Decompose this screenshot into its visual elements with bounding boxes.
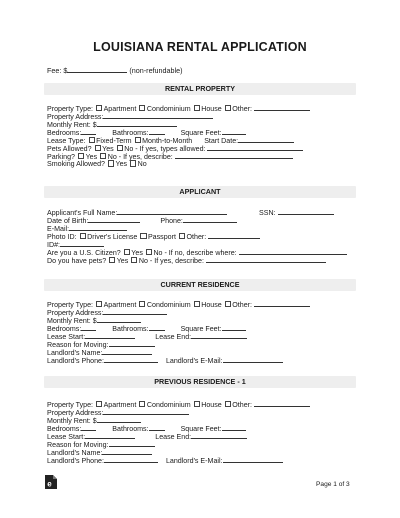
prev-reason-row bbox=[47, 440, 359, 448]
cur-lease-start-label: Lease Start: bbox=[47, 333, 86, 342]
property-address-label: Property Address: bbox=[47, 113, 104, 122]
prev-square-feet-field[interactable] bbox=[222, 424, 246, 431]
property-type-label: Property Type: bbox=[47, 105, 94, 113]
prev-bedrooms-field[interactable] bbox=[81, 424, 96, 431]
parking-label: Parking? bbox=[47, 153, 75, 162]
prev-other-label: Other: bbox=[232, 401, 252, 409]
condominium-label: Condominium bbox=[146, 105, 191, 113]
fee-line bbox=[47, 66, 183, 75]
cur-lease-end-field[interactable] bbox=[191, 332, 247, 339]
full-name-label: Applicant's Full Name: bbox=[47, 209, 118, 217]
parking-row bbox=[47, 152, 359, 160]
cur-landlord-phone-label: Landlord's Phone: bbox=[47, 357, 104, 366]
cur-house-checkbox[interactable] bbox=[194, 301, 200, 307]
email-field[interactable] bbox=[69, 224, 127, 231]
passport-checkbox[interactable] bbox=[140, 233, 146, 239]
have-pets-yes-label: Yes bbox=[116, 257, 129, 266]
section-heading-previous-residence: PREVIOUS RESIDENCE - 1 bbox=[44, 376, 356, 388]
parking-no-label: No - If yes, describe: bbox=[107, 153, 173, 162]
current-residence-section bbox=[47, 300, 359, 364]
section-heading-current-residence: CURRENT RESIDENCE bbox=[44, 279, 356, 291]
prev-rooms-row bbox=[47, 424, 359, 432]
smoking-row bbox=[47, 160, 359, 168]
cur-monthly-rent-label: Monthly Rent: $ bbox=[47, 317, 97, 326]
bathrooms-label: Bathrooms: bbox=[112, 129, 149, 138]
month-to-month-label: Month-to-Month bbox=[142, 137, 193, 146]
month-to-month-checkbox[interactable] bbox=[135, 137, 141, 143]
house-checkbox[interactable] bbox=[194, 105, 200, 111]
cur-square-feet-field[interactable] bbox=[222, 324, 246, 331]
parking-no-checkbox[interactable] bbox=[100, 153, 106, 159]
prev-lease-end-field[interactable] bbox=[191, 432, 247, 439]
section-heading-applicant: APPLICANT bbox=[44, 186, 356, 198]
bathrooms-field[interactable] bbox=[149, 128, 165, 135]
other-label: Other: bbox=[232, 105, 252, 113]
drivers-license-label: Driver's License bbox=[87, 233, 138, 242]
bedrooms-label: Bedrooms: bbox=[47, 129, 82, 138]
parking-yes-label: Yes bbox=[85, 153, 98, 162]
prev-other-field[interactable] bbox=[254, 400, 310, 407]
svg-text:e: e bbox=[47, 479, 52, 489]
have-pets-label: Do you have pets? bbox=[47, 257, 107, 266]
cur-property-address-label: Property Address: bbox=[47, 309, 104, 318]
prev-house-checkbox[interactable] bbox=[194, 401, 200, 407]
prev-reason-field[interactable] bbox=[109, 440, 155, 447]
prev-property-type-label: Property Type: bbox=[47, 401, 94, 409]
cur-lease-start-field[interactable] bbox=[85, 332, 135, 339]
square-feet-label: Square Feet: bbox=[180, 129, 222, 138]
smoking-no-label: No bbox=[137, 160, 147, 169]
ssn-label: SSN: bbox=[259, 209, 276, 217]
fee-label: Fee: $ bbox=[47, 66, 68, 75]
rooms-row bbox=[47, 128, 359, 136]
pets-yes-label: Yes bbox=[102, 145, 114, 154]
previous-residence-section bbox=[47, 400, 359, 464]
cur-bedrooms-field[interactable] bbox=[81, 324, 96, 331]
prev-bathrooms-field[interactable] bbox=[149, 424, 165, 431]
other-checkbox[interactable] bbox=[225, 105, 231, 111]
prev-monthly-rent-row bbox=[47, 416, 359, 424]
prev-property-type-row bbox=[47, 400, 359, 408]
cur-landlord-email-field[interactable] bbox=[223, 356, 283, 363]
prev-condominium-checkbox[interactable] bbox=[139, 401, 145, 407]
fixed-term-label: Fixed-Term bbox=[96, 137, 132, 146]
prev-other-checkbox[interactable] bbox=[225, 401, 231, 407]
lease-type-label: Lease Type: bbox=[47, 137, 86, 146]
cur-apartment-label: Apartment bbox=[103, 301, 137, 309]
cur-landlord-contact-row bbox=[47, 356, 359, 364]
prev-landlord-name-row bbox=[47, 448, 359, 456]
start-date-field[interactable] bbox=[238, 136, 294, 143]
smoking-yes-label: Yes bbox=[115, 160, 128, 169]
pets-no-label: No - If yes, types allowed: bbox=[124, 145, 206, 154]
citizen-describe-field[interactable] bbox=[239, 248, 347, 255]
eforms-logo-icon bbox=[44, 474, 58, 490]
prev-landlord-email-label: Landlord's E-Mail: bbox=[165, 457, 223, 466]
monthly-rent-label: Monthly Rent: $ bbox=[47, 121, 97, 130]
apartment-label: Apartment bbox=[103, 105, 137, 113]
citizen-label: Are you a U.S. Citizen? bbox=[47, 249, 121, 258]
citizen-no-label: No - If no, describe where: bbox=[153, 249, 237, 258]
cur-landlord-name-row bbox=[47, 348, 359, 356]
cur-other-checkbox[interactable] bbox=[225, 301, 231, 307]
cur-rooms-row bbox=[47, 324, 359, 332]
prev-square-feet-label: Square Feet: bbox=[180, 425, 222, 434]
phone-label: Phone: bbox=[160, 217, 183, 226]
parking-describe-field[interactable] bbox=[175, 152, 293, 159]
drivers-license-checkbox[interactable] bbox=[80, 233, 86, 239]
prev-landlord-name-label: Landlord's Name: bbox=[47, 449, 103, 458]
email-label: E-Mail: bbox=[47, 225, 70, 234]
cur-house-label: House bbox=[201, 301, 222, 309]
id-number-label: ID#: bbox=[47, 241, 61, 250]
prev-landlord-phone-field[interactable] bbox=[104, 456, 158, 463]
fee-note: (non-refundable) bbox=[129, 66, 183, 75]
id-number-row bbox=[47, 240, 359, 248]
prev-lease-row bbox=[47, 432, 359, 440]
cur-property-type-label: Property Type: bbox=[47, 301, 94, 309]
have-pets-no-label: No - If yes, describe: bbox=[138, 257, 204, 266]
pets-yes-checkbox[interactable] bbox=[95, 145, 101, 151]
other-field[interactable] bbox=[254, 104, 310, 111]
dob-label: Date of Birth: bbox=[47, 217, 89, 226]
prev-house-label: House bbox=[201, 401, 222, 409]
parking-yes-checkbox[interactable] bbox=[78, 153, 84, 159]
fixed-term-checkbox[interactable] bbox=[89, 137, 95, 143]
dob-row bbox=[47, 216, 359, 224]
pets-no-checkbox[interactable] bbox=[117, 145, 123, 151]
cur-reason-field[interactable] bbox=[109, 340, 155, 347]
rental-property-section bbox=[47, 104, 359, 168]
prev-apartment-label: Apartment bbox=[103, 401, 137, 409]
citizen-yes-checkbox[interactable] bbox=[124, 249, 130, 255]
cur-lease-end-label: Lease End: bbox=[155, 333, 192, 342]
cur-bathrooms-field[interactable] bbox=[149, 324, 165, 331]
smoking-yes-checkbox[interactable] bbox=[108, 160, 114, 166]
cur-reason-label: Reason for Moving: bbox=[47, 341, 109, 350]
pets-types-field[interactable] bbox=[207, 144, 303, 151]
citizen-yes-label: Yes bbox=[131, 249, 143, 258]
prev-bathrooms-label: Bathrooms: bbox=[112, 425, 149, 434]
pets-allowed-row bbox=[47, 144, 359, 152]
smoking-label: Smoking Allowed? bbox=[47, 160, 105, 169]
section-heading-rental-property: RENTAL PROPERTY bbox=[44, 83, 356, 95]
apartment-checkbox[interactable] bbox=[96, 105, 102, 111]
prev-lease-start-field[interactable] bbox=[85, 432, 135, 439]
prev-lease-end-label: Lease End: bbox=[155, 433, 192, 442]
photo-id-other-field[interactable] bbox=[208, 232, 260, 239]
cur-lease-row bbox=[47, 332, 359, 340]
cur-monthly-rent-row bbox=[47, 316, 359, 324]
cur-reason-row bbox=[47, 340, 359, 348]
full-name-field[interactable] bbox=[117, 208, 227, 215]
have-pets-yes-checkbox[interactable] bbox=[109, 257, 115, 263]
house-label: House bbox=[201, 105, 222, 113]
photo-id-label: Photo ID: bbox=[47, 233, 77, 242]
cur-property-address-row bbox=[47, 308, 359, 316]
have-pets-row bbox=[47, 256, 359, 264]
condominium-checkbox[interactable] bbox=[139, 105, 145, 111]
passport-label: Passport bbox=[147, 233, 176, 242]
lease-type-row bbox=[47, 136, 359, 144]
prev-landlord-email-field[interactable] bbox=[223, 456, 283, 463]
smoking-no-checkbox[interactable] bbox=[130, 160, 136, 166]
fee-field[interactable] bbox=[67, 66, 127, 73]
cur-square-feet-label: Square Feet: bbox=[180, 325, 222, 334]
cur-bedrooms-label: Bedrooms: bbox=[47, 325, 82, 334]
cur-condominium-label: Condominium bbox=[146, 301, 191, 309]
id-number-field[interactable] bbox=[60, 240, 104, 247]
ssn-field[interactable] bbox=[278, 208, 334, 215]
cur-other-field[interactable] bbox=[254, 300, 310, 307]
cur-landlord-name-field[interactable] bbox=[102, 348, 152, 355]
property-type-row bbox=[47, 104, 359, 112]
citizen-row bbox=[47, 248, 359, 256]
cur-bathrooms-label: Bathrooms: bbox=[112, 325, 149, 334]
page-number: Page 1 of 3 bbox=[316, 481, 350, 488]
cur-landlord-name-label: Landlord's Name: bbox=[47, 349, 103, 358]
property-address-row bbox=[47, 112, 359, 120]
have-pets-no-checkbox[interactable] bbox=[131, 257, 137, 263]
have-pets-describe-field[interactable] bbox=[206, 256, 326, 263]
cur-monthly-rent-field[interactable] bbox=[97, 316, 141, 323]
cur-landlord-phone-field[interactable] bbox=[104, 356, 158, 363]
prev-property-address-field[interactable] bbox=[103, 408, 189, 415]
cur-landlord-email-label: Landlord's E-Mail: bbox=[165, 357, 223, 366]
photo-id-row bbox=[47, 232, 359, 240]
email-row bbox=[47, 224, 359, 232]
prev-landlord-name-field[interactable] bbox=[102, 448, 152, 455]
prev-bedrooms-label: Bedrooms: bbox=[47, 425, 82, 434]
citizen-no-checkbox[interactable] bbox=[146, 249, 152, 255]
prev-landlord-contact-row bbox=[47, 456, 359, 464]
cur-apartment-checkbox[interactable] bbox=[96, 301, 102, 307]
prev-property-address-label: Property Address: bbox=[47, 409, 104, 418]
cur-condominium-checkbox[interactable] bbox=[139, 301, 145, 307]
monthly-rent-row bbox=[47, 120, 359, 128]
prev-property-address-row bbox=[47, 408, 359, 416]
photo-id-other-label: Other: bbox=[186, 233, 207, 242]
pets-allowed-label: Pets Allowed? bbox=[47, 145, 92, 154]
prev-monthly-rent-field[interactable] bbox=[97, 416, 141, 423]
property-address-field[interactable] bbox=[103, 112, 213, 119]
phone-field[interactable] bbox=[183, 216, 237, 223]
bedrooms-field[interactable] bbox=[81, 128, 96, 135]
full-name-row bbox=[47, 208, 359, 216]
prev-landlord-phone-label: Landlord's Phone: bbox=[47, 457, 104, 466]
document-title: LOUISIANA RENTAL APPLICATION bbox=[93, 40, 307, 54]
photo-id-other-checkbox[interactable] bbox=[179, 233, 185, 239]
cur-other-label: Other: bbox=[232, 301, 252, 309]
monthly-rent-field[interactable] bbox=[97, 120, 177, 127]
prev-reason-label: Reason for Moving: bbox=[47, 441, 109, 450]
cur-property-address-field[interactable] bbox=[103, 308, 167, 315]
cur-property-type-row bbox=[47, 300, 359, 308]
prev-condominium-label: Condominium bbox=[146, 401, 191, 409]
prev-lease-start-label: Lease Start: bbox=[47, 433, 86, 442]
dob-field[interactable] bbox=[88, 216, 140, 223]
prev-monthly-rent-label: Monthly Rent: $ bbox=[47, 417, 97, 426]
prev-apartment-checkbox[interactable] bbox=[96, 401, 102, 407]
applicant-section bbox=[47, 208, 359, 264]
square-feet-field[interactable] bbox=[222, 128, 246, 135]
start-date-label: Start Date: bbox=[204, 137, 239, 146]
